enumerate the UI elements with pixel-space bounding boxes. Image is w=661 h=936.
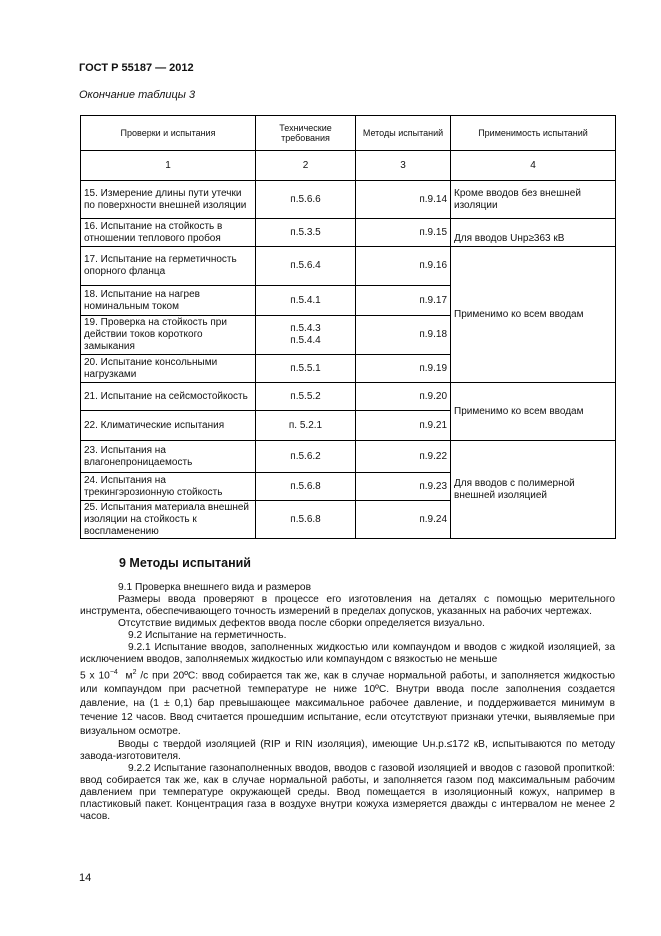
paragraph: Вводы с твердой изоляцией (RIP и RIN изоляция), имеющие Uн.р.≤172 кВ, испытываются по методу завода-изготовителя. bbox=[80, 739, 615, 763]
requirement-refs bbox=[256, 316, 356, 355]
method-ref: п.9.15 bbox=[356, 219, 451, 247]
applicability: Для вводов Uнр≥363 кВ bbox=[451, 219, 616, 247]
col-number: 2 bbox=[256, 151, 356, 181]
test-name: 15. Измерение длины пути утечки по поверхности внешней изоляции bbox=[81, 181, 256, 219]
test-name: 21. Испытание на сейсмостойкость bbox=[81, 383, 256, 411]
table-header-row bbox=[81, 116, 616, 151]
subsection-heading: 9.1 Проверка внешнего вида и размеров bbox=[118, 582, 311, 593]
requirement-ref: п.5.3.5 bbox=[256, 219, 356, 247]
test-name: 19. Проверка на стойкость при действии токов короткого замыкания bbox=[81, 316, 256, 355]
header-requirements: Технические требования bbox=[256, 116, 356, 151]
test-name: 16. Испытание на стойкость в отношении теплового пробоя bbox=[81, 219, 256, 247]
requirement-ref: п.5.4.1 bbox=[256, 286, 356, 316]
table-row bbox=[81, 219, 616, 247]
header-methods: Методы испытаний bbox=[356, 116, 451, 151]
requirement-ref: п.5.6.8 bbox=[256, 473, 356, 501]
applicability: Применимо ко всем вводам bbox=[451, 383, 616, 441]
test-name: 24. Испытания на трекингэрозионную стойкость bbox=[81, 473, 256, 501]
table-row bbox=[81, 383, 616, 411]
requirement-ref: п.5.6.8 bbox=[256, 501, 356, 539]
requirement-ref: п.5.6.4 bbox=[256, 247, 356, 286]
method-ref: п.9.19 bbox=[356, 355, 451, 383]
method-ref: п.9.14 bbox=[356, 181, 451, 219]
paragraph: 9.2.2 Испытание газонаполненных вводов, вводов с газовой изоляцией и вводов с газовой пропиткой: ввод собирается так же, как в случае нормальной работы, и заполняется газом под максимальным рабочим давлением при температуре окружающей среды. Ввод помещается в изоляционный кожух, например в пластиковый пакет. Концентрация газа в воздухе внутри кожуха измеряется дважды с интервалом не менее 2 часов. bbox=[80, 763, 615, 823]
page-number: 14 bbox=[79, 872, 92, 884]
applicability: Применимо ко всем вводам bbox=[451, 247, 616, 383]
exponent: −4 bbox=[109, 669, 118, 676]
method-ref: п.9.18 bbox=[356, 316, 451, 355]
viscosity-value: 5 х 10 bbox=[80, 670, 110, 682]
requirement-ref: п.5.4.4 bbox=[290, 335, 321, 346]
applicability: Кроме вводов без внешней изоляции bbox=[451, 181, 616, 219]
paragraph: Размеры ввода проверяют в процессе его изготовления на деталях с помощью мерительного инструмента, обеспечивающего точность измерений в пределах допусков, указанных на рабочих чертежах. bbox=[80, 594, 615, 617]
table-row bbox=[81, 181, 616, 219]
paragraph bbox=[80, 666, 615, 739]
table-caption: Окончание таблицы 3 bbox=[79, 89, 196, 101]
test-name: 23. Испытания на влагонепроницаемость bbox=[81, 441, 256, 473]
method-ref: п.9.16 bbox=[356, 247, 451, 286]
tests-table bbox=[80, 115, 616, 539]
test-name: 22. Климатические испытания bbox=[81, 411, 256, 441]
requirement-ref: п.5.6.2 bbox=[256, 441, 356, 473]
requirement-ref: п.5.4.3 bbox=[290, 323, 321, 334]
header-tests: Проверки и испытания bbox=[81, 116, 256, 151]
method-ref: п.9.23 bbox=[356, 473, 451, 501]
header-applicability: Применимость испытаний bbox=[451, 116, 616, 151]
table-row bbox=[81, 247, 616, 286]
requirement-ref: п.5.5.2 bbox=[256, 383, 356, 411]
requirement-ref: п.5.6.6 bbox=[256, 181, 356, 219]
test-name: 18. Испытание на нагрев номинальным током bbox=[81, 286, 256, 316]
test-name: 17. Испытание на герметичность опорного фланца bbox=[81, 247, 256, 286]
col-number: 3 bbox=[356, 151, 451, 181]
table-row bbox=[81, 441, 616, 473]
col-number: 1 bbox=[81, 151, 256, 181]
col-number: 4 bbox=[451, 151, 616, 181]
method-ref: п.9.21 bbox=[356, 411, 451, 441]
test-name: 20. Испытание консольными нагрузками bbox=[81, 355, 256, 383]
document-code: ГОСТ Р 55187 — 2012 bbox=[79, 62, 194, 74]
unit: м bbox=[125, 670, 133, 682]
method-ref: п.9.22 bbox=[356, 441, 451, 473]
method-ref: п.9.20 bbox=[356, 383, 451, 411]
requirement-ref: п.5.5.1 bbox=[256, 355, 356, 383]
table-number-row bbox=[81, 151, 616, 181]
requirement-ref: п. 5.2.1 bbox=[256, 411, 356, 441]
paragraph: 9.2.1 Испытание вводов, заполненных жидкостью или компаундом и вводов с жидкой изоляцией, за исключением вводов, заполняемых жидкостью или компаундом с вязкостью не меньше bbox=[80, 642, 615, 665]
section-body bbox=[80, 582, 615, 823]
subsection-heading: 9.2 Испытание на герметичность. bbox=[128, 630, 287, 641]
method-ref: п.9.24 bbox=[356, 501, 451, 539]
applicability: Для вводов с полимерной внешней изоляцией bbox=[451, 441, 616, 539]
paragraph-continuation: /с при 20ºС: ввод собирается так же, как в случае нормальной работы, и заполняется жидкостью или компаундом при расчетной температуре не ниже 10ºС. Внутри ввода после заполнения создается давление, на (1 ± 0,1) бар превышающее максимальное рабочее давление, и поддерживается минимум в течение 12 часов. Ввод считается прошедшим испытание, если отсутствуют признаки утечки, выявляемые при визуальном осмотре. bbox=[80, 670, 615, 738]
exponent: 2 bbox=[132, 669, 137, 676]
paragraph: Отсутствие видимых дефектов ввода после сборки определяется визуально. bbox=[118, 618, 485, 629]
test-name: 25. Испытания материала внешней изоляции на стойкость к воспламенению bbox=[81, 501, 256, 539]
section-title: 9 Методы испытаний bbox=[119, 556, 251, 570]
method-ref: п.9.17 bbox=[356, 286, 451, 316]
